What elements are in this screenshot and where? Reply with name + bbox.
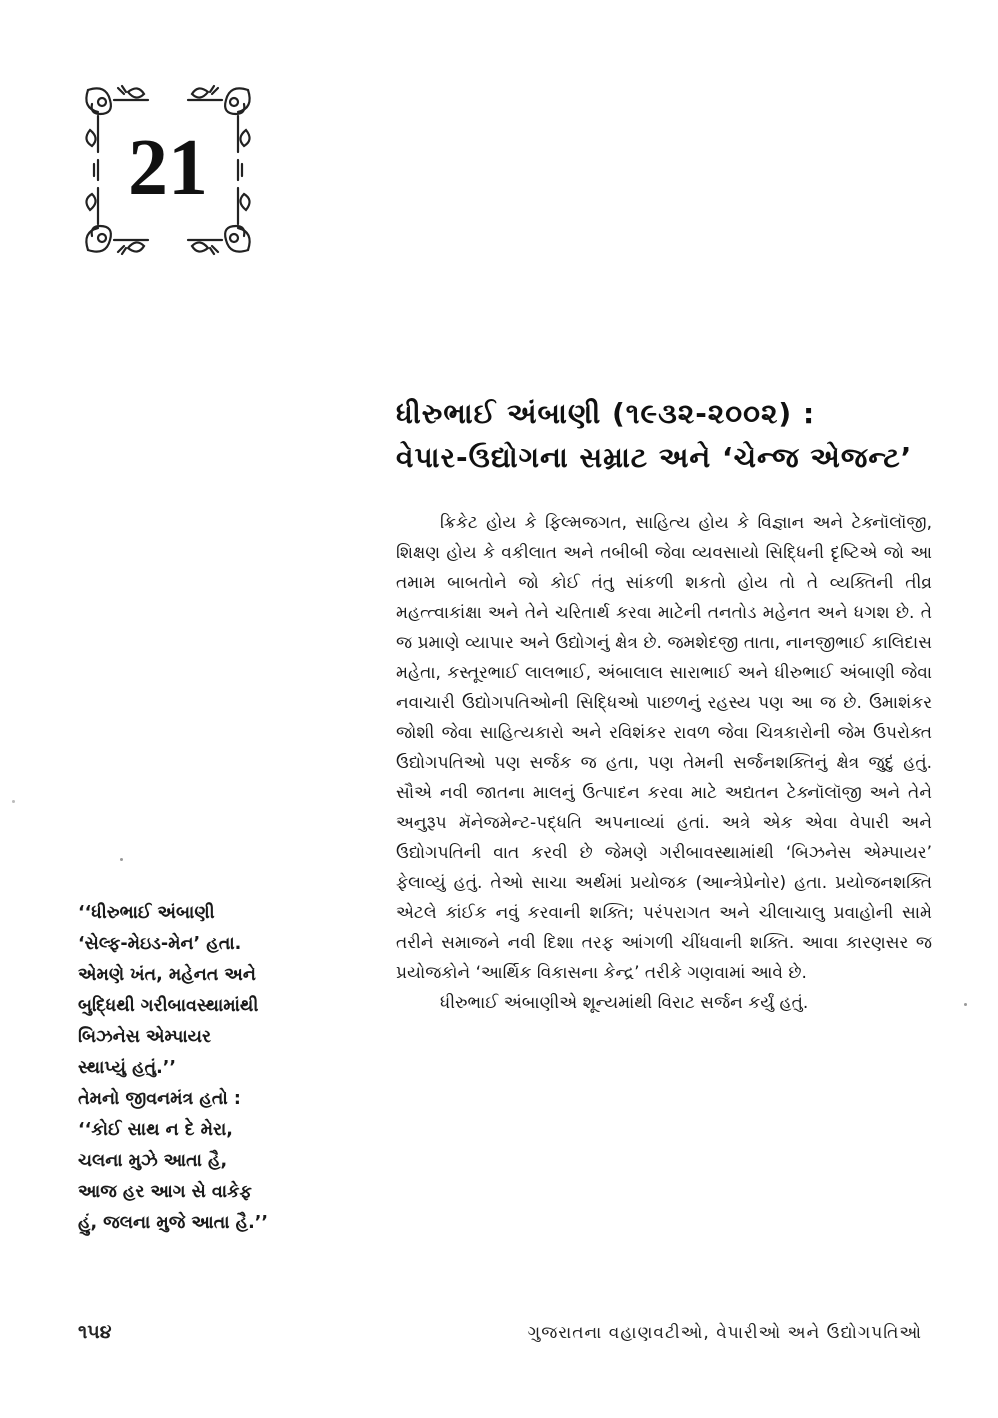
pull-quote [78,898,368,1239]
scan-speck [12,800,15,803]
scan-speck [120,858,123,861]
pull-quote-line: ‘‘ધીરુભાઈ અંબાણી [78,903,215,923]
pull-quote-line: બુદ્ધિથી ગરીબાવસ્થામાંથી [78,996,259,1016]
page-number: ૧૫૪ [78,1321,112,1343]
pull-quote-line: તેમનો જીવનમંત્ર હતો : [78,1089,241,1109]
pull-quote-line: ચલના મુઝે આતા હૈ, [78,1151,228,1171]
pull-quote-line: એમણે ખંત, મહેનત અને [78,965,256,985]
pull-quote-line: આજ હર આગ સે વાકેફ [78,1182,252,1202]
body-text [396,508,932,1018]
chapter-title-line-1: ધીરુભાઈ અંબાણી (૧૯૩૨-૨૦૦૨) : [396,397,816,430]
pull-quote-line: સ્થાપ્યું હતું.’’ [78,1058,177,1078]
body-paragraph: ધીરુભાઈ અંબાણીએ શૂન્યમાંથી વિરાટ સર્જન કર્યું હતું. [440,993,809,1013]
chapter-title-line-2: વેપાર-ઉદ્યોગના સમ્રાટ અને ‘ચેન્જ એજન્ટ’ [396,441,913,474]
pull-quote-line: ‘સેલ્ફ-મેઇડ-મેન’ હતા. [78,934,242,954]
body-paragraph: ક્રિકેટ હોય કે ફિલ્મજગત, સાહિત્ય હોય કે વિજ્ઞાન અને ટેક્નૉલૉજી, શિક્ષણ હોય કે વકીલાત અને તબીબી જેવા વ્યવસાયો સિદ્ધિની દૃષ્ટિએ જો આ તમામ બાબતોને જો કોઈ તંતુ સાંકળી શકતો હોય તો તે વ્યક્તિની તીવ્ર મહત્ત્વાકાંક્ષા અને તેને ચરિતાર્થ કરવા માટેની તનતોડ મહેનત અને ધગશ છે. તે જ પ્રમાણે વ્યાપાર અને ઉદ્યોગનું ક્ષેત્ર છે. જમશેદજી તાતા, નાનજીભાઈ કાલિદાસ મહેતા, કસ્તૂરભાઈ લાલભાઈ, અંબાલાલ સારાભાઈ અને ધીરુભાઈ અંબાણી જેવા નવાચારી ઉદ્યોગપતિઓની સિદ્ધિઓ પાછળનું રહસ્ય પણ આ જ છે. ઉમાશંકર જોશી જેવા સાહિત્યકારો અને રવિશંકર રાવળ જેવા ચિત્રકારોની જેમ ઉપરોક્ત ઉદ્યોગપતિઓ પણ સર્જક જ હતા, પણ તેમની સર્જનશક્તિનું ક્ષેત્ર જુદું હતું. સૌએ નવી જાતના માલનું ઉત્પાદન કરવા માટે અદ્યતન ટેક્નૉલૉજી અને તેને અનુરૂપ મૅનેજમેન્ટ-પદ્ધતિ અપનાવ્યાં હતાં. અત્રે એક એવા વેપારી અને ઉદ્યોગપતિની વાત કરવી છે જેમણે ગરીબાવસ્થામાંથી ‘બિઝનેસ એમ્પાયર’ ફેલાવ્યું હતું. તેઓ સાચા અર્થમાં પ્રયોજક (આન્ત્રેપ્રેનોર) હતા. પ્રયોજનશક્તિ એટલે કાંઈક નવું કરવાની શક્તિ; પરંપરાગત અને ચીલાચાલુ પ્રવાહોની સામે તરીને સમાજને નવી દિશા તરફ આંગળી ચીંધવાની શક્તિ. આવા કારણસર જ પ્રયોજકોને ‘આર્થિક વિકાસના કેન્દ્ર’ તરીકે ગણવામાં આવે છે. [396,513,932,983]
scan-speck [964,1003,967,1006]
chapter-title [396,392,936,480]
pull-quote-line: ‘‘કોઈ સાથ ન દે મેરા, [78,1120,233,1140]
pull-quote-line: બિઝનેસ એમ્પાયર [78,1027,212,1047]
chapter-number: 21 [128,124,208,212]
pull-quote-line: હું, જલના મુજે આતા હૈ.’’ [78,1213,269,1233]
running-footer: ગુજરાતના વહાણવટીઓ, વેપારીઓ અને ઉદ્યોગપતિઓ [527,1323,922,1343]
